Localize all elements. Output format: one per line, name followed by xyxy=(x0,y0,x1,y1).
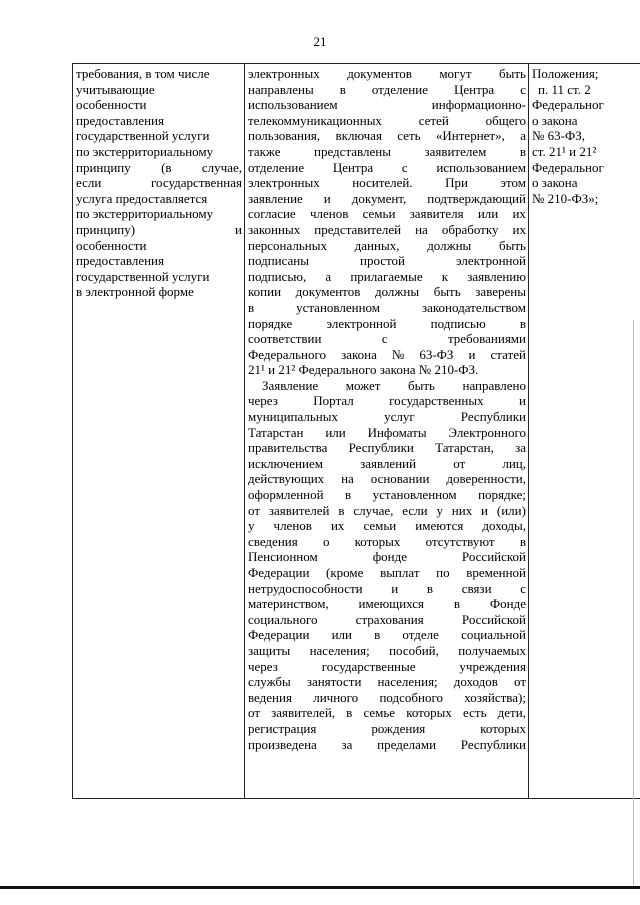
col2-line: через государственные учреждения xyxy=(248,658,526,674)
col2-line: направлены в отделение Центра с xyxy=(248,81,526,97)
col2-line: соответствии с требованиями xyxy=(248,331,526,347)
col2-line: службы занятости населения; доходов от xyxy=(248,674,526,690)
col2-line: через Портал государственных и xyxy=(248,393,526,409)
col1-line: особенности xyxy=(76,237,147,253)
col2-line: порядке электронной подписью в xyxy=(248,315,526,331)
col3-line: о закона xyxy=(532,175,578,191)
col1-line: услуга предоставляется xyxy=(76,190,208,206)
col2-line: защиты населения; пособий, получаемых xyxy=(248,642,526,658)
col3-line: Федеральног xyxy=(532,159,604,175)
col2-line: копии документов должны быть заверены xyxy=(248,284,526,300)
col2-line: Федерального закона № 63-ФЗ и статей xyxy=(248,346,526,362)
col2-line: подписью, а прилагаемые к заявлению xyxy=(248,268,526,284)
col1-line: учитывающие xyxy=(76,81,155,97)
col2-line: произведена за пределами Республики xyxy=(248,736,526,752)
col1-line: особенности xyxy=(76,97,147,113)
col2-line: подписаны простой электронной xyxy=(248,253,526,269)
col1-line: по экстерриториальному xyxy=(76,206,214,222)
col2-line: от заявителей в случае, если у них и (или) xyxy=(248,502,526,518)
col2-line: действующих на основании доверенности, xyxy=(248,471,526,487)
col2-line: также представлены заявителем в xyxy=(248,143,526,159)
col1-line: государственной услуги xyxy=(76,268,210,284)
col2-line: электронных носителей. При этом xyxy=(248,175,526,191)
col3-line: ст. 21¹ и 21² xyxy=(532,143,597,159)
col1-line: если государственная xyxy=(76,175,242,191)
col2-line: исключением заявлений от лиц, xyxy=(248,455,526,471)
col3-line: Положения; xyxy=(532,66,599,81)
col1-line: предоставления xyxy=(76,253,164,269)
col1-line: принципу (в случае, xyxy=(76,159,242,175)
scan-edge-line xyxy=(633,320,634,886)
page-bottom-border xyxy=(0,886,640,889)
col1-line: требования, в том числе xyxy=(76,66,210,81)
col2-line: в установленном законодательством xyxy=(248,299,526,315)
col2-line: заявление и документ, подтверждающий xyxy=(248,190,526,206)
col2-line: Татарстан или Инфоматы Электронного xyxy=(248,424,526,440)
requirements-column xyxy=(73,64,245,799)
page-number: 21 xyxy=(313,34,327,49)
col2-line: Пенсионном фонде Российской xyxy=(248,549,526,565)
col2-line: согласие членов семьи заявителя или их xyxy=(248,206,526,222)
col2-paragraph-start: Заявление может быть направлено xyxy=(262,377,526,393)
col2-line: Федерации или в отделе социальной xyxy=(248,627,526,643)
table-row xyxy=(73,64,640,799)
col2-line: использованием информационно- xyxy=(248,97,526,113)
col2-line: материнством, имеющихся в Фонде xyxy=(248,596,526,612)
col2-line: у членов их семьи имеются доходы, xyxy=(248,518,526,534)
col2-line: законных представителей на обработку их xyxy=(248,221,526,237)
col1-line: по экстерриториальному xyxy=(76,143,214,159)
col3-line: о закона xyxy=(532,112,578,128)
col2-line: нетрудоспособности и в связи с xyxy=(248,580,526,596)
col2-line: правительства Республики Татарстан, за xyxy=(248,440,526,456)
col3-line: № 210-ФЗ»; xyxy=(532,190,599,206)
col2-line: сведения о которых отсутствуют в xyxy=(248,533,526,549)
col2-line: социального страхования Российской xyxy=(248,611,526,627)
col2-line: ведения личного подсобного хозяйства); xyxy=(248,689,526,705)
document-table xyxy=(72,63,640,799)
col2-line: муниципальных услуг Республики xyxy=(248,409,526,425)
col2-line: пользования, включая сеть «Интернет», а xyxy=(248,128,526,144)
col2-line: электронных документов могут быть xyxy=(248,66,526,81)
col1-line: в электронной форме xyxy=(76,284,194,300)
col2-line: персональных данных, должны быть xyxy=(248,237,526,253)
legal-basis-column xyxy=(529,64,640,799)
col2-line: отделение Центра с использованием xyxy=(248,159,526,175)
col3-line: Федеральног xyxy=(532,97,604,113)
col3-line: № 63-ФЗ, xyxy=(532,128,586,144)
col2-line: Федерации (кроме выплат по временной xyxy=(248,565,526,580)
col3-line: п. 11 ст. 2 xyxy=(538,81,591,97)
col1-line: государственной услуги xyxy=(76,128,210,144)
col1-line: предоставления xyxy=(76,112,164,128)
col2-line: телекоммуникационных сетей общего xyxy=(248,112,526,128)
description-column xyxy=(245,64,529,799)
col1-line: принципу) и xyxy=(76,221,242,237)
col2-line: от заявителей, в семье которых есть дети, xyxy=(248,705,526,721)
col2-line: 21¹ и 21² Федерального закона № 210-ФЗ. xyxy=(248,362,479,378)
col2-line: оформленной в установленном порядке; xyxy=(248,487,526,503)
col2-line: регистрация рождения которых xyxy=(248,720,526,736)
